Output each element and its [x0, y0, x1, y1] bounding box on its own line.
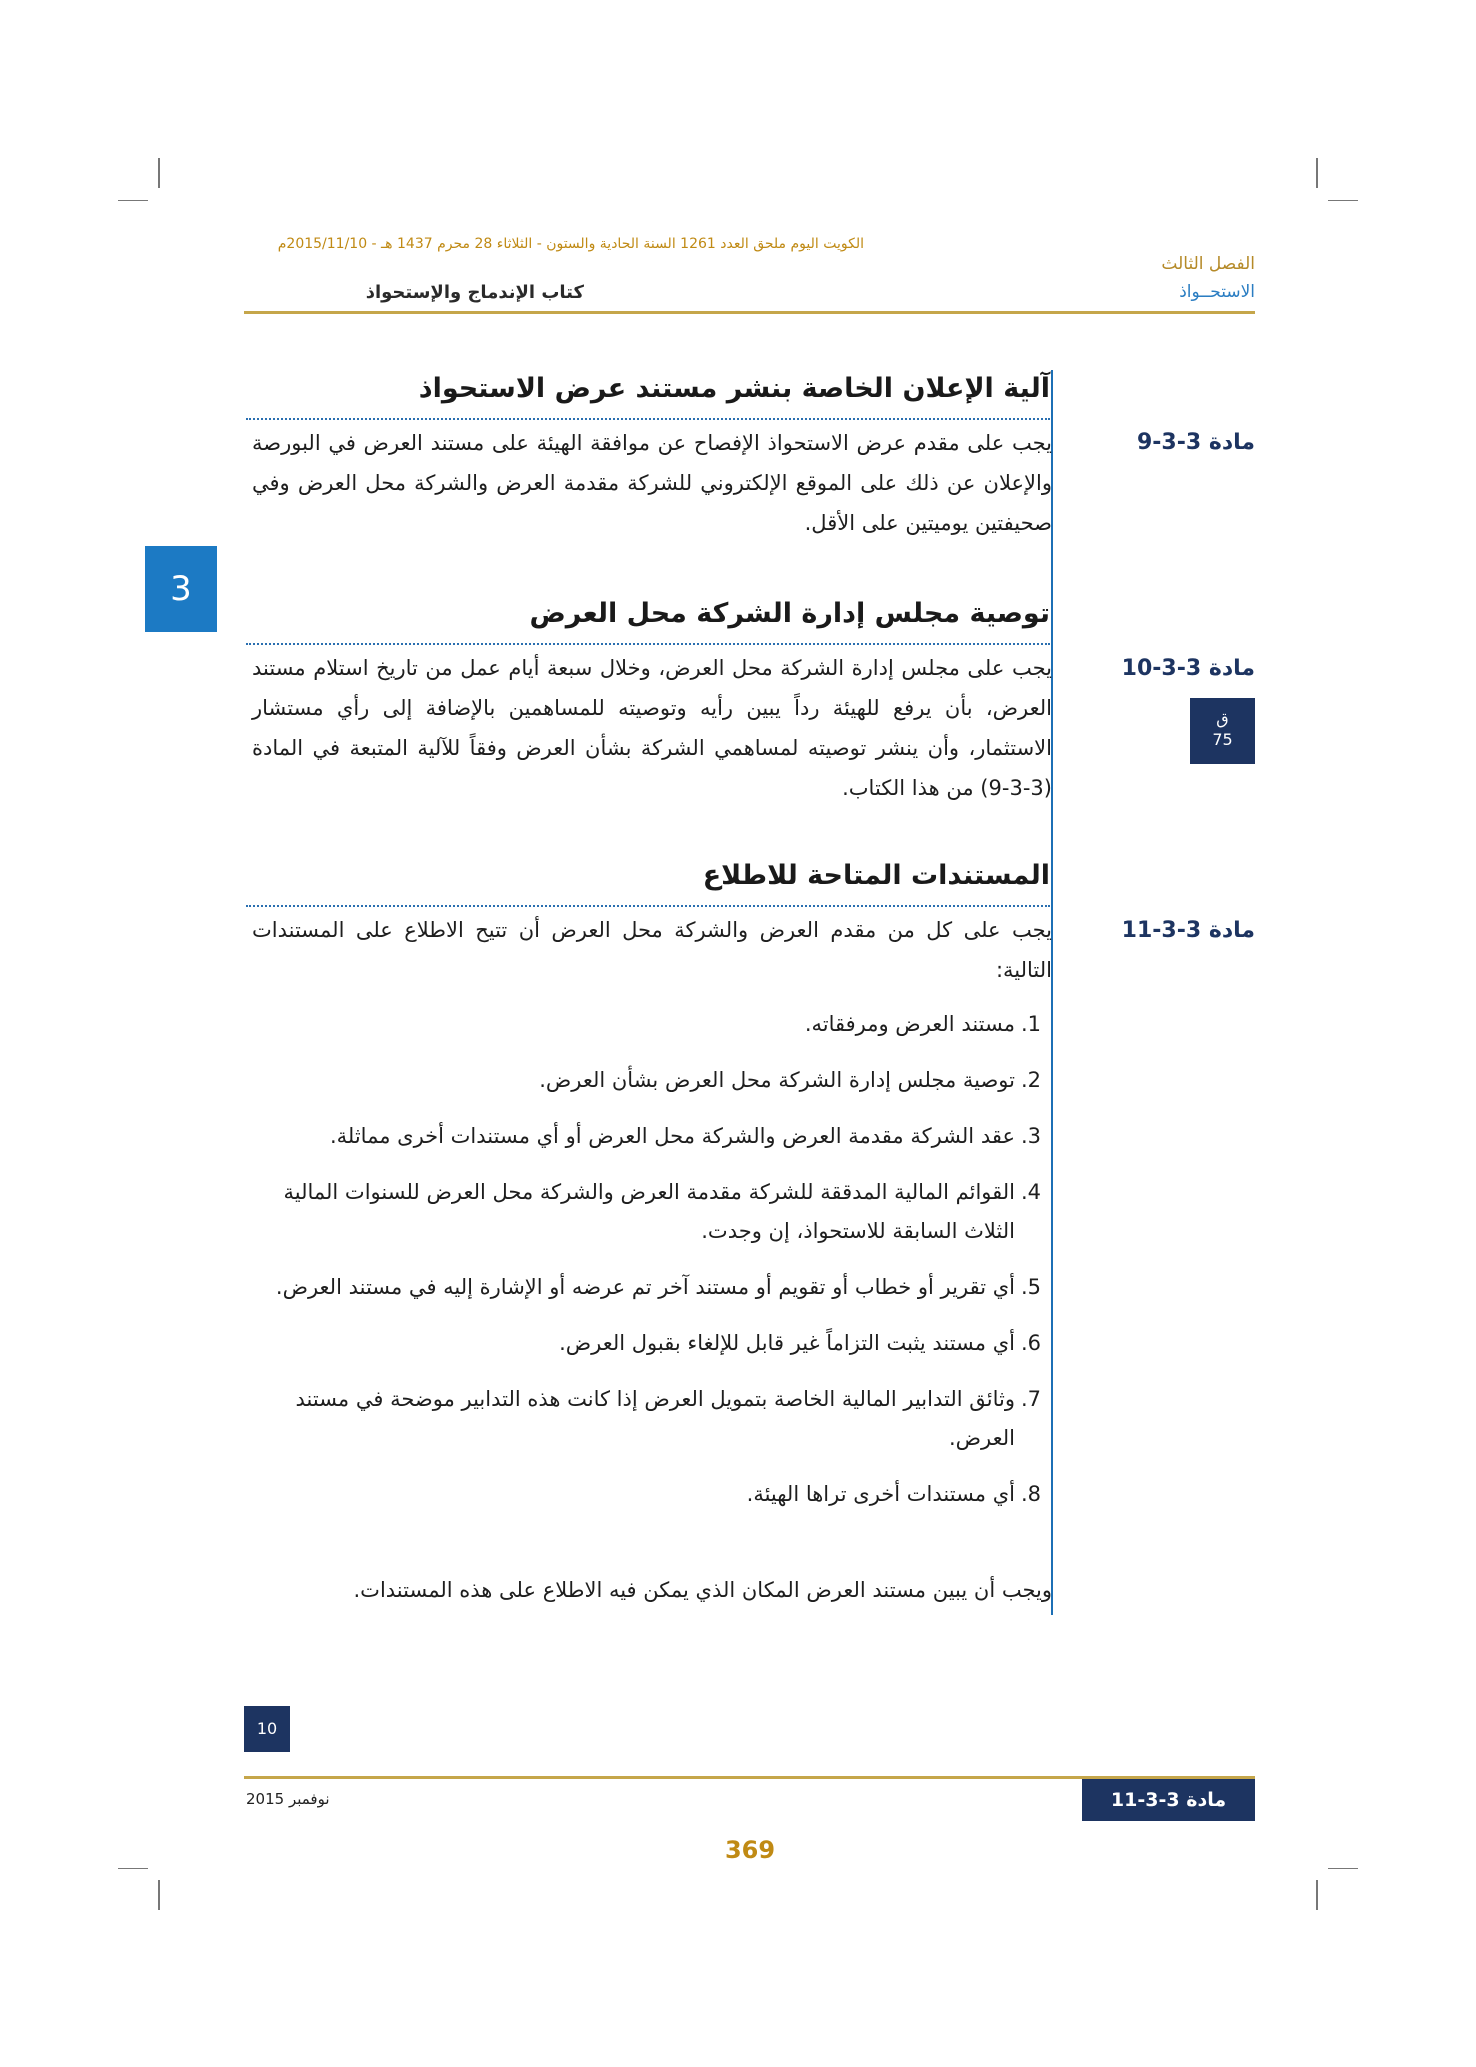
- crop-mark: [1316, 158, 1318, 188]
- section-title: المستندات المتاحة للاطلاع: [702, 860, 1050, 891]
- article-text: يجب على كل من مقدم العرض والشركة محل العرض أن تتيح الاطلاع على المستندات التالية:: [252, 918, 1052, 982]
- article-text: يجب على مجلس إدارة الشركة محل العرض، وخلال سبعة أيام عمل من تاريخ استلام مستند العرض، بأن يرفع للهيئة رداً يبين رأيه وتوصيته للمساهمين بالإضافة إلى رأي مستشار الاستثمار، وأن ينشر توصيته لمساهمي الشركة بشأن العرض وفقاً للآلية المتبعة في المادة (3-3-9) من هذا الكتاب.: [252, 656, 1052, 800]
- list-item: .2 توصية مجلس إدارة الشركة محل العرض بشأن العرض.: [539, 1068, 1042, 1092]
- section-divider: [246, 418, 1050, 420]
- list-item: .8 أي مستندات أخرى تراها الهيئة.: [746, 1482, 1042, 1506]
- section-title: توصية مجلس إدارة الشركة محل العرض: [529, 598, 1050, 629]
- reference-letter: ق: [1216, 709, 1229, 728]
- list-item: .4 القوائم المالية المدققة للشركة مقدمة العرض والشركة محل العرض للسنوات المالية الثلاث السابقة للاستحواذ، إن وجدت.: [283, 1180, 1042, 1243]
- crop-mark: [1316, 1880, 1318, 1910]
- list-item: .7 وثائق التدابير المالية الخاصة بتمويل العرض إذا كانت هذه التدابير موضحة في مستند العرض.: [295, 1387, 1042, 1450]
- closing-text: ويجب أن يبين مستند العرض المكان الذي يمكن فيه الاطلاع على هذه المستندات.: [353, 1578, 1052, 1602]
- crop-mark: [118, 200, 148, 201]
- crop-mark: [158, 1880, 160, 1910]
- chapter-topic: الاستحــواذ: [1179, 282, 1255, 302]
- reference-number: 75: [1212, 730, 1233, 749]
- crop-mark: [158, 158, 160, 188]
- crop-mark: [1328, 200, 1358, 201]
- document-list: [252, 1005, 1042, 1531]
- section-divider: [246, 643, 1050, 645]
- book-title: كتاب الإندماج والإستحواذ: [365, 282, 584, 303]
- chapter-label: الفصل الثالث: [1161, 254, 1255, 274]
- article-number: مادة 3-3-11: [1121, 918, 1255, 943]
- footer-date: نوفمبر 2015: [246, 1790, 330, 1808]
- list-item: .3 عقد الشركة مقدمة العرض والشركة محل العرض أو أي مستندات أخرى مماثلة.: [329, 1124, 1042, 1148]
- list-item: .5 أي تقرير أو خطاب أو تقويم أو مستند آخر تم عرضه أو الإشارة إليه في مستند العرض.: [275, 1275, 1042, 1299]
- list-item: .6 أي مستند يثبت التزاماً غير قابل للإلغاء بقبول العرض.: [559, 1331, 1042, 1355]
- article-number: مادة 3-3-9: [1136, 430, 1255, 455]
- page-number: 369: [724, 1836, 776, 1864]
- footer-article-box: مادة 3-3-11: [1082, 1779, 1255, 1821]
- article-text: يجب على مقدم عرض الاستحواذ الإفصاح عن موافقة الهيئة على مستند العرض في البورصة والإعلان عن ذلك على الموقع الإلكتروني للشركة مقدمة العرض والشركة محل العرض وفي صحيفتين يوميتين على الأقل.: [252, 431, 1052, 535]
- header-rule: [244, 311, 1255, 314]
- chapter-tab: 3: [145, 546, 217, 632]
- gazette-line: الكويت اليوم ملحق العدد 1261 السنة الحادية والستون - الثلاثاء 28 محرم 1437 هـ - 2015/11/10م: [277, 236, 864, 252]
- page-badge: 10: [244, 1706, 290, 1752]
- section-title: آلية الإعلان الخاصة بنشر مستند عرض الاستحواذ: [418, 373, 1050, 404]
- crop-mark: [118, 1868, 148, 1869]
- article-number: مادة 3-3-10: [1121, 656, 1255, 681]
- section-divider: [246, 905, 1050, 907]
- reference-tab: [1190, 698, 1255, 764]
- list-item: .1 مستند العرض ومرفقاته.: [804, 1012, 1042, 1036]
- content-border: [1051, 370, 1053, 1615]
- crop-mark: [1328, 1868, 1358, 1869]
